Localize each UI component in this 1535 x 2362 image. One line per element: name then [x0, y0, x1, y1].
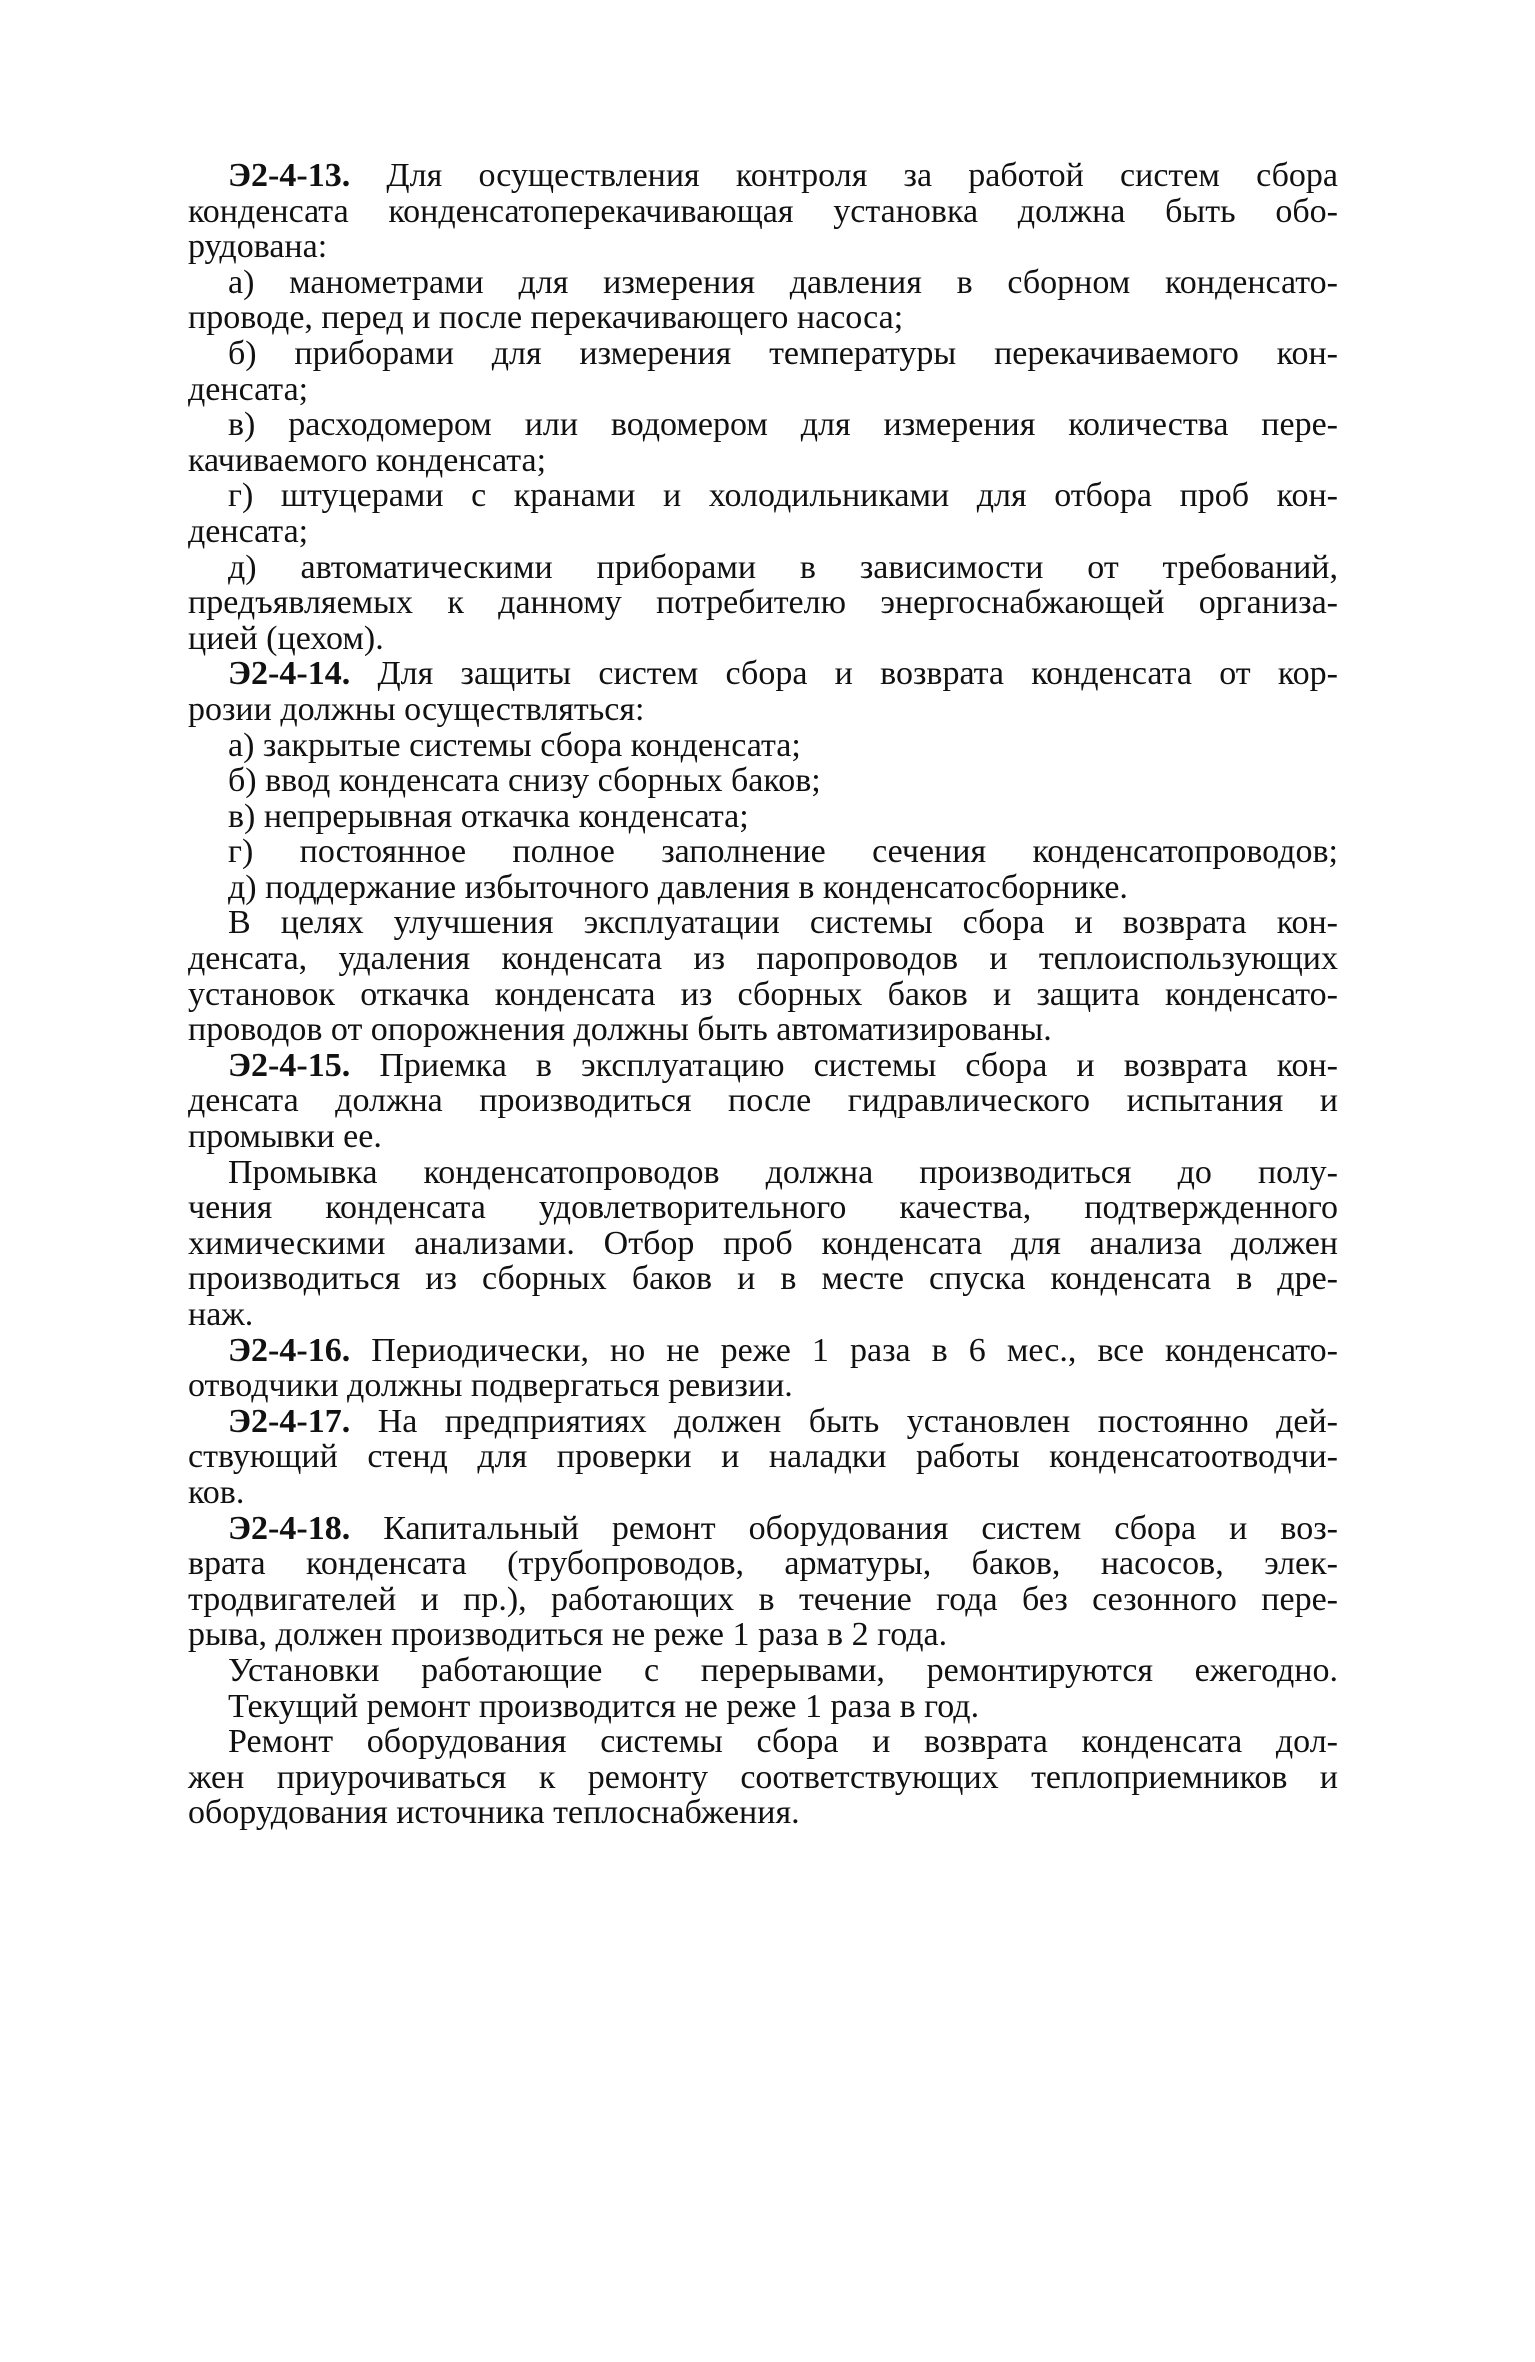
text-line: розии должны осуществляться:: [188, 690, 645, 728]
clause-line: Э2-4-14. Для защиты систем сбора и возврата конденсата от кор-: [228, 655, 1338, 693]
text-line: в) расходомером или водомером для измерения количества пере-: [228, 406, 1338, 444]
text-line: а) манометрами для измерения давления в сборном конденсато-: [228, 263, 1338, 301]
text-line: предъявляемых к данному потребителю энергоснабжающей организа-: [188, 584, 1338, 622]
text-line: б) приборами для измерения температуры перекачиваемого кон-: [228, 334, 1338, 372]
text-line: рудована:: [188, 228, 328, 266]
text-line: Промывка конденсатопроводов должна производиться до полу-: [228, 1153, 1338, 1191]
document-body: [188, 158, 1338, 1831]
text-line: врата конденсата (трубопроводов, арматуры, баков, насосов, элек-: [188, 1545, 1338, 1583]
text-line: денсата должна производиться после гидравлического испытания и: [188, 1082, 1338, 1120]
clause-number: Э2-4-13.: [228, 157, 351, 194]
text-line: промывки ее.: [188, 1118, 382, 1156]
text-line: проводов от опорожнения должны быть автоматизированы.: [188, 1011, 1052, 1049]
clause-number: Э2-4-18.: [228, 1509, 351, 1547]
text-line: качиваемого конденсата;: [188, 441, 547, 479]
text-line: Текущий ремонт производится не реже 1 раза в год.: [228, 1687, 980, 1725]
clause-line: Э2-4-17. На предприятиях должен быть установлен постоянно дей-: [228, 1402, 1338, 1440]
text-line: денсата, удаления конденсата из паропроводов и теплоиспользующих: [188, 940, 1338, 978]
clause-line: Э2-4-15. Приемка в эксплуатацию системы сбора и возврата кон-: [228, 1046, 1338, 1084]
text-line: Установки работающие с перерывами, ремонтируются ежегодно.: [228, 1651, 1338, 1689]
text-line: д) автоматическими приборами в зависимости от требований,: [228, 548, 1338, 586]
text-line: б) ввод конденсата снизу сборных баков;: [228, 762, 821, 800]
text-line: производиться из сборных баков и в месте спуска конденсата в дре-: [188, 1260, 1338, 1298]
text-line: г) штуцерами с кранами и холодильниками для отбора проб кон-: [228, 477, 1338, 515]
text-line: оборудования источника теплоснабжения.: [188, 1794, 800, 1832]
text-line: д) поддержание избыточного давления в конденсатосборнике.: [228, 868, 1128, 906]
text-line: г) постоянное полное заполнение сечения конденсатопроводов;: [228, 833, 1338, 871]
text-line: жен приурочиваться к ремонту соответствующих теплоприемников и: [188, 1758, 1338, 1796]
text-line: а) закрытые системы сбора конденсата;: [228, 726, 801, 764]
text-line: цией (цехом).: [188, 619, 384, 657]
text-line: чения конденсата удовлетворительного качества, подтвержденного: [188, 1189, 1338, 1227]
text-line: отводчики должны подвергаться ревизии.: [188, 1367, 793, 1405]
text-line: тродвигателей и пр.), работающих в течение года без сезонного пере-: [188, 1580, 1338, 1618]
clause-number: Э2-4-16.: [228, 1331, 351, 1369]
text-line: проводе, перед и после перекачивающего насоса;: [188, 299, 904, 337]
text-line: ков.: [188, 1473, 245, 1511]
clause-number: Э2-4-17.: [228, 1402, 351, 1440]
text-line: В целях улучшения эксплуатации системы сбора и возврата кон-: [228, 904, 1338, 942]
text-line: установок откачка конденсата из сборных баков и защита конденсато-: [188, 975, 1338, 1013]
clause-line: Э2-4-16. Периодически, но не реже 1 раза в 6 мес., все конденсато-: [228, 1331, 1338, 1369]
clause-line: Э2-4-18. Капитальный ремонт оборудования систем сбора и воз-: [228, 1509, 1338, 1547]
clause-number: Э2-4-14.: [228, 655, 351, 693]
text-line: конденсата конденсатоперекачивающая установка должна быть обо-: [188, 192, 1338, 230]
clause-line: Э2-4-13. Для осуществления контроля за работой систем сбора: [228, 157, 1338, 194]
text-line: ствующий стенд для проверки и наладки работы конденсатоотводчи-: [188, 1438, 1338, 1476]
clause-number: Э2-4-15.: [228, 1046, 351, 1084]
text-line: рыва, должен производиться не реже 1 раза в 2 года.: [188, 1616, 948, 1654]
text-line: денсата;: [188, 512, 309, 550]
text-line: Ремонт оборудования системы сбора и возврата конденсата дол-: [228, 1723, 1338, 1761]
text-line: в) непрерывная откачка конденсата;: [228, 797, 749, 835]
text-line: денсата;: [188, 370, 309, 408]
text-line: наж.: [188, 1296, 254, 1333]
text-line: химическими анализами. Отбор проб конденсата для анализа должен: [188, 1224, 1338, 1262]
